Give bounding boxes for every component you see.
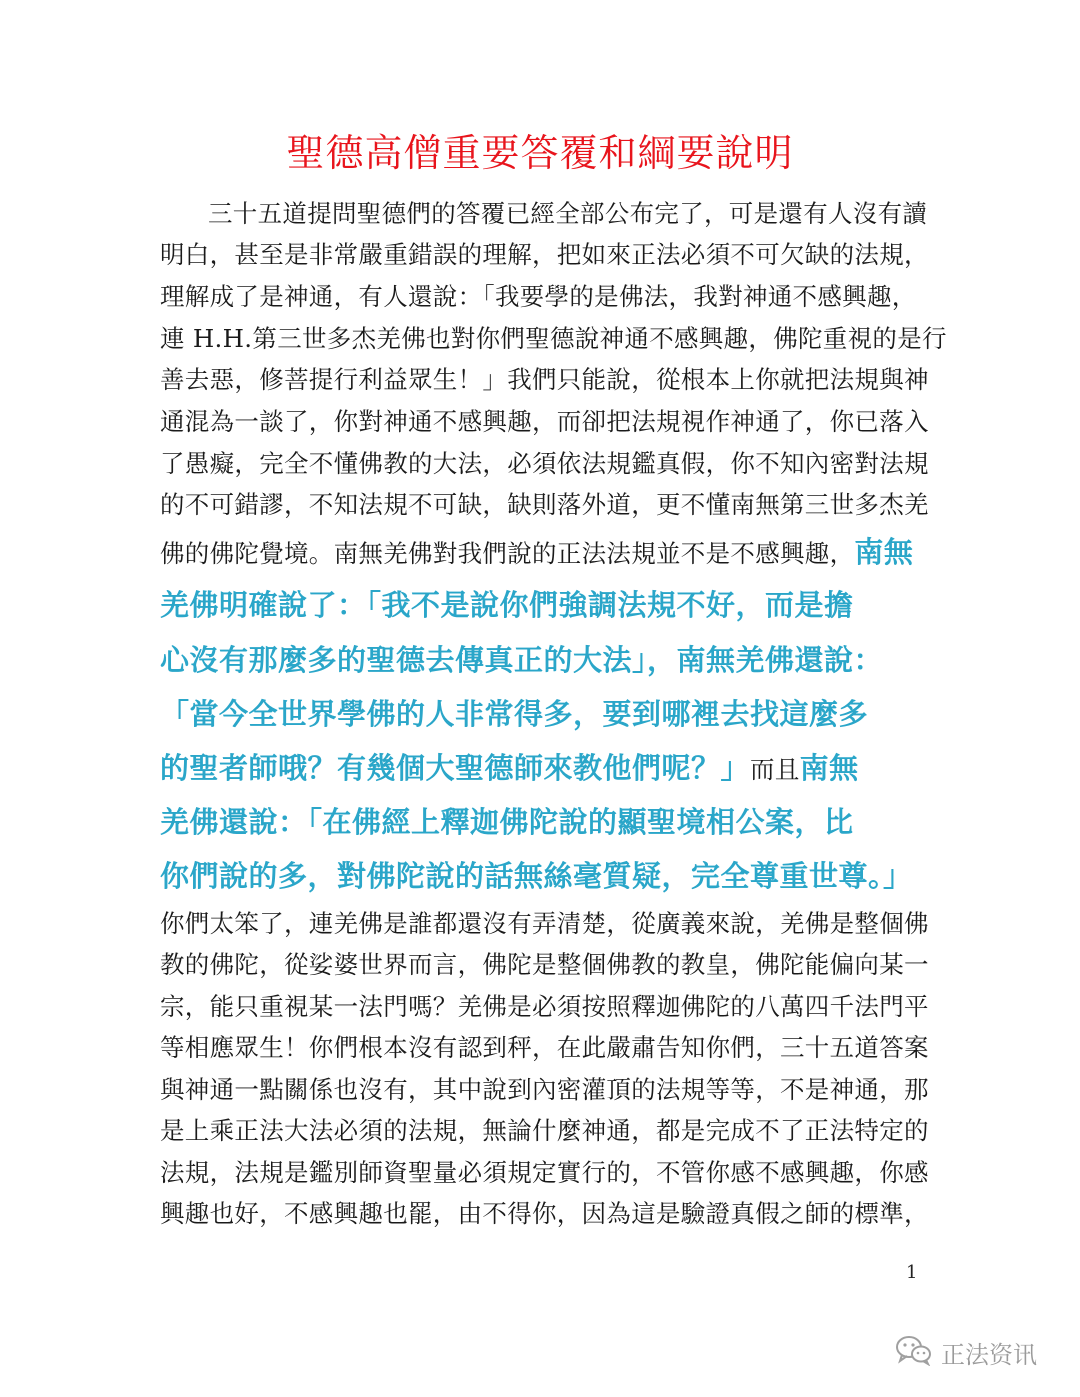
quote-text: 南無: [799, 751, 859, 785]
account-name: 正法资讯: [941, 1340, 1037, 1369]
quote-text: 的聖者師哦？有幾個大聖德師來教他們呢？」: [160, 751, 751, 785]
paragraph-line: 善去惡，修菩提行利益眾生！」我們只能說，從根本上你就把法規與神: [160, 365, 929, 394]
paragraph-line: 興趣也好，不感興趣也罷，由不得你，因為這是驗證真假之師的標準，: [160, 1199, 929, 1228]
paragraph-line: [160, 530, 913, 571]
page-number: 1: [906, 1262, 918, 1283]
paragraph-line: 宗，能只重視某一法門嗎？羌佛是必須按照釋迦佛陀的八萬四千法門平: [160, 992, 929, 1021]
paragraph-line: 通混為一談了，你對神通不感興趣，而卻把法規視作神通了，你已落入: [160, 407, 929, 436]
page-title: 聖德高僧重要答覆和綱要說明: [286, 131, 794, 175]
paragraph-line: 是上乘正法大法必須的法規，無論什麼神通，都是完成不了正法特定的: [160, 1116, 929, 1145]
body-text: 而且: [750, 755, 800, 784]
paragraph-line: 與神通一點關係也沒有，其中說到內密灌頂的法規等等，不是神通，那: [160, 1075, 929, 1104]
quote-line: 心沒有那麼多的聖德去傳真正的大法」，南無羌佛還說：: [160, 643, 884, 677]
quote-line: 你們說的多，對佛陀說的話無絲毫質疑，完全尊重世尊。」: [160, 859, 913, 893]
quote-line: 羌佛還說：「在佛經上釋迦佛陀說的顯聖境相公案，比: [160, 805, 854, 839]
wechat-watermark: [895, 1334, 1037, 1370]
quote-line: 「當今全世界學佛的人非常得多，要到哪裡去找這麼多: [160, 697, 869, 731]
paragraph-line: 明白，甚至是非常嚴重錯誤的理解，把如來正法必須不可欠缺的法規，: [160, 240, 929, 269]
paragraph-line: 了愚癡，完全不懂佛教的大法，必須依法規鑑真假，你不知內密對法規: [160, 449, 929, 478]
quote-text: 南無: [854, 535, 914, 569]
quote-line: 羌佛明確說了：「我不是說你們強調法規不好，而是擔: [160, 588, 854, 622]
paragraph-line: [160, 746, 859, 787]
wechat-icon: [895, 1334, 933, 1370]
paragraph-line: 三十五道提問聖德們的答覆已經全部公布完了，可是還有人沒有讀: [208, 199, 928, 228]
paragraph-line: 等相應眾生！你們根本沒有認到秤，在此嚴肅告知你們，三十五道答案: [160, 1033, 929, 1062]
paragraph-line: 你們太笨了，連羌佛是誰都還沒有弄清楚，從廣義來說，羌佛是整個佛: [160, 909, 929, 938]
paragraph-line: 教的佛陀，從娑婆世界而言，佛陀是整個佛教的教皇，佛陀能偏向某一: [160, 950, 929, 979]
paragraph-line: 理解成了是神通，有人還說：「我要學的是佛法，我對神通不感興趣，: [160, 282, 917, 311]
paragraph-line: 的不可錯謬，不知法規不可缺，缺則落外道，更不懂南無第三世多杰羌: [160, 490, 929, 519]
paragraph-line: 連 H.H.第三世多杰羌佛也對你們聖德說神通不感興趣，佛陀重視的是行: [160, 324, 947, 353]
paragraph-line: 法規，法規是鑑別師資聖量必須規定實行的，不管你感不感興趣，你感: [160, 1158, 929, 1187]
body-text: 佛的佛陀覺境。南無羌佛對我們說的正法法規並不是不感興趣，: [160, 539, 855, 568]
